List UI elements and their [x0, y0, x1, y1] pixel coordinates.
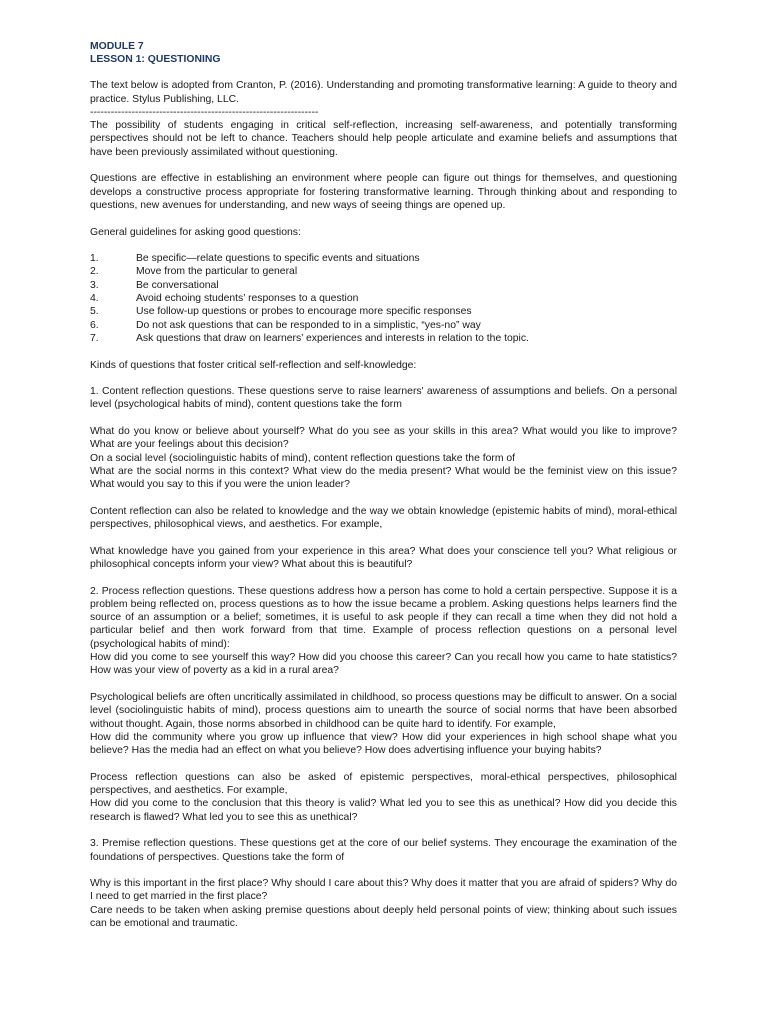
- premise-reflection-intro: 3. Premise reflection questions. These questions get at the core of our belief systems. They encourage the examination of the foundations of perspectives. Questions take the form of: [90, 838, 677, 863]
- process-social-lead: Psychological beliefs are often uncritically assimilated in childhood, so process questions may be difficult to answer. On a social level (sociolinguistic habits of mind), process questions aim to unearth the source of social norms that have been absorbed without thought. Again, those norms absorbed in childhood can be quite hard to identify. For example,: [90, 691, 677, 730]
- intro-paragraph-1: The possibility of students engaging in critical self-reflection, increasing self-awareness, and potentially transforming perspectives should not be left to chance. Teachers should help people articulate and examine beliefs and assumptions that have been previously assimilated without questioning.: [90, 120, 677, 158]
- list-item: 3. Be conversational: [90, 279, 219, 291]
- divider-line: ------------------------------------------------------------------: [90, 106, 319, 118]
- intro-paragraph-2: Questions are effective in establishing an environment where people can figure out things for themselves, and questioning develops a constructive process appropriate for fostering transformative learning. Through thinking about and responding to questions, new avenues for understanding, and new ways of seeing things are opened up.: [90, 173, 677, 211]
- document-body: [90, 40, 677, 930]
- premise-caution: Care needs to be taken when asking premise questions about deeply held personal points of view; thinking about such issues can be emotional and traumatic.: [90, 904, 677, 929]
- content-social-questions: What are the social norms in this context? What view do the media present? What would be the feminist view on this issue? What would you say to this if you were the union leader?: [90, 465, 677, 491]
- process-social-questions: How did the community where you grow up influence that view? How did your experiences in high school shape what you believe? Has the media had an effect on what you believe? How does advertising influence your buying habits?: [90, 731, 677, 757]
- guidelines-heading: General guidelines for asking good questions:: [90, 226, 301, 238]
- list-item: 5. Use follow-up questions or probes to encourage more specific responses: [90, 306, 472, 318]
- list-item: 4. Avoid echoing students’ responses to a question: [90, 293, 359, 305]
- kinds-heading: Kinds of questions that foster critical self-reflection and self-knowledge:: [90, 359, 417, 371]
- process-reflection-intro: 2. Process reflection questions. These questions address how a person has come to hold a certain perspective. Suppose it is a problem being reflected on, process questions as to how the issue became a problem. Asking questions helps learners find the source of an assumption or a belief; sometimes, it is useful to ask people if they can recall a time when they did not hold a particular belief and then work forward from that time. Example of process reflection questions on a personal level (psychological habits of mind):: [90, 585, 677, 650]
- list-item: 7. Ask questions that draw on learners’ experiences and interests in relation to the topic.: [90, 332, 529, 344]
- process-epistemic-lead: Process reflection questions can also be asked of epistemic perspectives, moral-ethical perspectives, philosophical perspectives, and aesthetics. For example,: [90, 771, 677, 797]
- content-social-lead: On a social level (sociolinguistic habits of mind), content reflection questions take the form of: [90, 452, 516, 464]
- content-knowledge-questions: What knowledge have you gained from your experience in this area? What does your conscience tell you? What religious or philosophical concepts inform your view? What about this is beautiful?: [90, 545, 677, 570]
- list-item: 2. Move from the particular to general: [90, 266, 298, 278]
- process-personal-questions: How did you come to see yourself this way? How did you choose this career? Can you recall how you came to hate statistics? How was your view of poverty as a kid in a rural area?: [90, 652, 677, 677]
- list-item: 6. Do not ask questions that can be responded to in a simplistic, “yes-no” way: [90, 319, 481, 331]
- list-item: 1. Be specific—relate questions to specific events and situations: [90, 253, 420, 265]
- content-reflection-intro: 1. Content reflection questions. These questions serve to raise learners' awareness of assumptions and beliefs. On a personal level (psychological habits of mind), content questions take the form: [90, 386, 677, 411]
- guidelines-list: [90, 252, 677, 345]
- content-knowledge-lead: Content reflection can also be related to knowledge and the way we obtain knowledge (epistemic habits of mind), moral-ethical perspectives, philosophical views, and aesthetics. For example,: [90, 505, 677, 531]
- module-title: MODULE 7: [90, 41, 144, 52]
- process-epistemic-questions: How did you come to the conclusion that this theory is valid? What led you to see this as unethical? How did you decide this research is flawed? What led you to see this as unethical?: [90, 798, 677, 823]
- lesson-title: LESSON 1: QUESTIONING: [90, 54, 221, 65]
- source-note: The text below is adopted from Cranton, P. (2016). Understanding and promoting transformative learning: A guide to theory and practice. Stylus Publishing, LLC.: [90, 80, 677, 105]
- premise-questions: Why is this important in the first place? Why should I care about this? Why does it matter that you are afraid of spiders? Why do I need to get married in the first place?: [90, 878, 677, 903]
- content-personal-questions: What do you know or believe about yourself? What do you see as your skills in this area? What would you like to improve? What are your feelings about this decision?: [90, 426, 677, 451]
